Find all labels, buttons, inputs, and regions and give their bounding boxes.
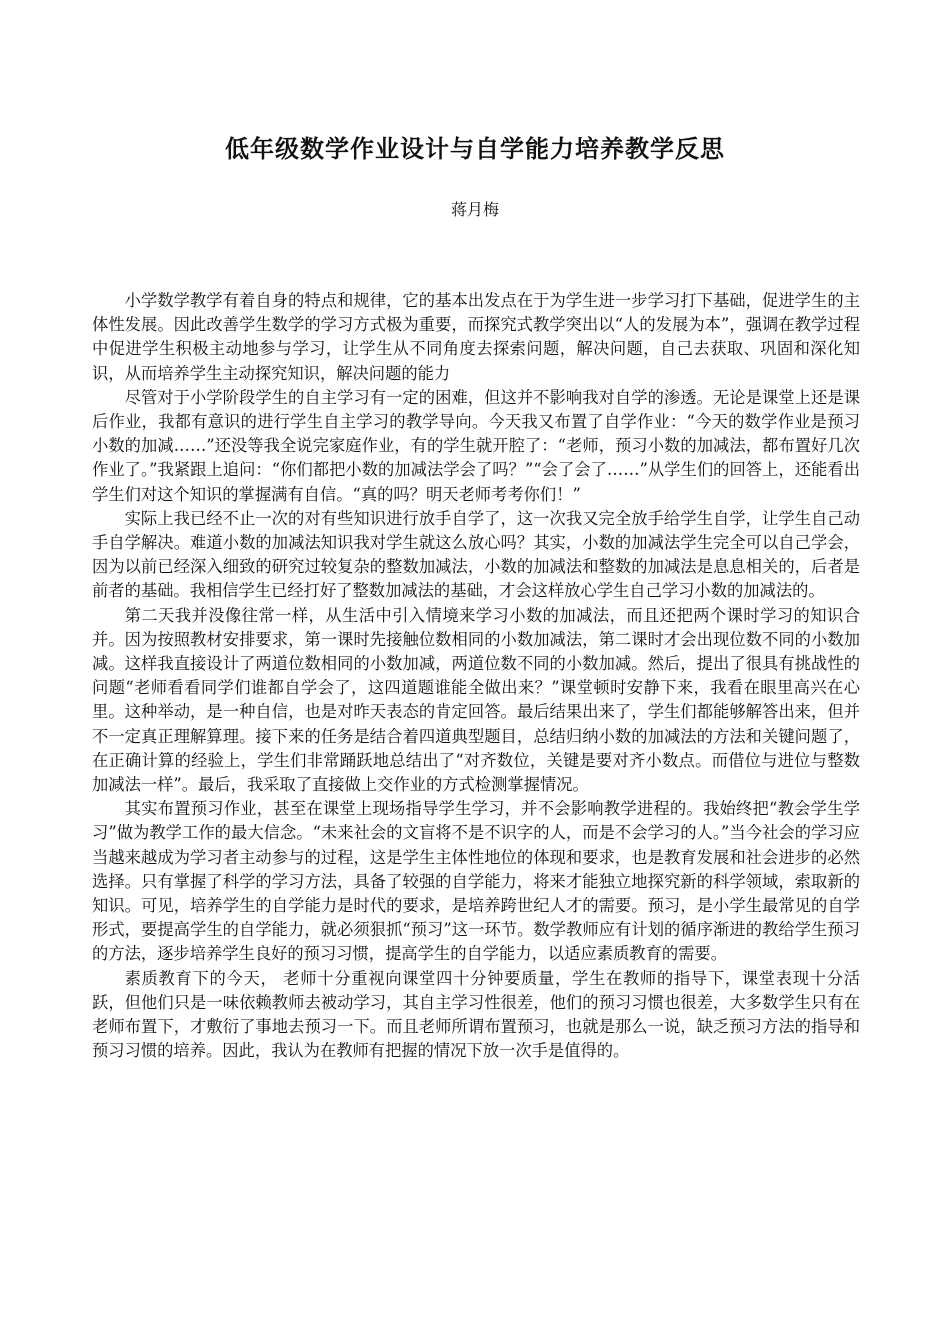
paragraph-3: 实际上我已经不止一次的对有些知识进行放手自学了，这一次我又完全放手给学生自学，让学生自己动手自学解决。难道小数的加减法知识我对学生就这么放心吗？其实，小数的加减法学生完全可以自己学会，因为以前已经深入细致的研究过较复杂的整数加减法，小数的加减法和整数的加减法是息息相关的，后者是前者的基础。我相信学生已经打好了整数加减法的基础，才会这样放心学生自己学习小数的加减法的。 [92, 508, 860, 601]
paragraph-4: 第二天我并没像往常一样，从生活中引入情境来学习小数的加减法，而且还把两个课时学习的知识合并。因为按照教材安排要求，第一课时先接触位数相同的小数加减法，第二课时才会出现位数不同的小数加减。这样我直接设计了两道位数相同的小数加减，两道位数不同的小数加减。然后，提出了很具有挑战性的问题“老师看看同学们谁都自学会了，这四道题谁能全做出来？”课堂顿时安静下来，我看在眼里高兴在心里。这种举动，是一种自信，也是对昨天表态的肯定回答。最后结果出来了，学生们都能够解答出来，但并不一定真正理解算理。接下来的任务是结合着四道典型题目，总结归纳小数的加减法的方法和关键问题了，在正确计算的经验上，学生们非常踊跃地总结出了“对齐数位，关键是要对齐小数点。而借位与进位与整数加减法一样”。最后，我采取了直接做上交作业的方式检测掌握情况。 [92, 605, 860, 795]
document-author: 蒋月梅 [450, 200, 499, 219]
document-title: 低年级数学作业设计与自学能力培养教学反思 [225, 134, 725, 163]
document-body [92, 289, 860, 1064]
paragraph-5: 其实布置预习作业，甚至在课堂上现场指导学生学习，并不会影响教学进程的。我始终把“教会学生学习”做为教学工作的最大信念。“未来社会的文盲将不是不识字的人，而是不会学习的人。”当今社会的学习应当越来越成为学习者主动参与的过程，这是学生主体性地位的体现和要求，也是教育发展和社会进步的必然选择。只有掌握了科学的学习方法，具备了较强的自学能力，将来才能独立地探究新的科学领域，索取新的知识。可见，培养学生的自学能力是时代的要求，是培养跨世纪人才的需要。预习，是小学生最常见的自学形式，要提高学生的自学能力，就必须狠抓“预习”这一环节。数学教师应有计划的循序渐进的教给学生预习的方法，逐步培养学生良好的预习习惯，提高学生的自学能力，以适应素质教育的需要。 [92, 799, 860, 964]
paragraph-2: 尽管对于小学阶段学生的自主学习有一定的困难，但这并不影响我对自学的渗透。无论是课堂上还是课后作业，我都有意识的进行学生自主学习的教学导向。今天我又布置了自学作业：“今天的数学作业是预习小数的加减……”还没等我全说完家庭作业，有的学生就开腔了：“老师，预习小数的加减法，都布置好几次作业了。”我紧跟上追问：“你们都把小数的加减法学会了吗？”“会了会了……”从学生们的回答上，还能看出学生们对这个知识的掌握满有自信。“真的吗？明天老师考考你们！” [92, 387, 860, 504]
paragraph-6: 素质教育下的今天， 老师十分重视向课堂四十分钟要质量，学生在教师的指导下，课堂表现十分活跃，但他们只是一味依赖教师去被动学习，其自主学习性很差，他们的预习习惯也很差，大多数学生只有在老师布置下，才敷衍了事地去预习一下。而且老师所谓布置预习，也就是那么一说，缺乏预习方法的指导和预习习惯的培养。因此，我认为在教师有把握的情况下放一次手是值得的。 [92, 968, 860, 1061]
paragraph-1: 小学数学教学有着自身的特点和规律，它的基本出发点在于为学生进一步学习打下基础，促进学生的主体性发展。因此改善学生数学的学习方式极为重要，而探究式教学突出以“人的发展为本”，强调在教学过程中促进学生积极主动地参与学习，让学生从不同角度去探索问题，解决问题，自己去获取、巩固和深化知识，从而培养学生主动探究知识，解决问题的能力 [92, 291, 860, 383]
